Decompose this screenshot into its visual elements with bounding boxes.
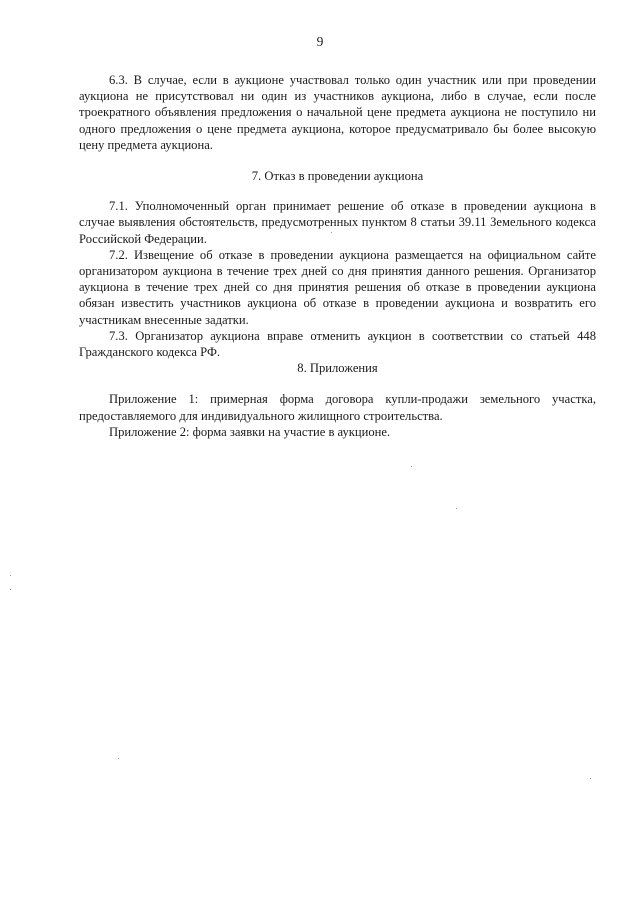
section-heading-8: 8. Приложения bbox=[297, 361, 378, 376]
paragraph-7-2: 7.2. Извещение об отказе в проведении аукциона размещается на официальном сайте организатором аукциона в течение трех дней со дня принятия данного решения. Организатор аукциона в течение трех дней со дня принятия решения об отказе в проведении аукциона обязан известить участников аукциона об отказе в проведении аукциона и возвратить его участникам внесенные задатки. bbox=[79, 247, 596, 327]
scan-speck bbox=[456, 508, 457, 509]
scan-speck bbox=[10, 575, 11, 576]
scan-speck bbox=[411, 466, 412, 467]
spacer bbox=[79, 376, 596, 391]
section-heading-7: 7. Отказ в проведении аукциона bbox=[251, 169, 424, 184]
paragraph-7-1: 7.1. Уполномоченный орган принимает решение об отказе в проведении аукциона в случае выявления обстоятельств, предусмотренных пунктом 8 статьи 39.11 Земельного кодекса Российской Федерации. bbox=[79, 199, 596, 246]
paragraph-6-3: 6.3. В случае, если в аукционе участвовал только один участник или при проведении аукциона не присутствовал ни один из участников аукциона, либо в случае, если после троекратного объявления предложения о начальной цене предмета аукциона не поступило ни одного предложения о цене предмета аукциона, которое предусматривало бы более высокую цену предмета аукциона. bbox=[79, 73, 596, 152]
scan-speck bbox=[10, 589, 11, 590]
scan-speck bbox=[331, 232, 332, 233]
scan-speck bbox=[590, 778, 591, 779]
page-number: 9 bbox=[316, 34, 324, 49]
paragraph-7-3: 7.3. Организатор аукциона вправе отменить аукцион в соответствии со статьей 448 Гражданского кодекса РФ. bbox=[79, 328, 596, 360]
appendix-1: Приложение 1: примерная форма договора купли-продажи земельного участка, предоставляемого для индивидуального жилищного строительства. bbox=[79, 392, 596, 423]
document-body bbox=[79, 72, 596, 440]
appendix-2: Приложение 2: форма заявки на участие в аукционе. bbox=[109, 424, 391, 439]
spacer bbox=[79, 153, 596, 168]
spacer bbox=[79, 184, 596, 198]
scan-speck bbox=[118, 758, 119, 759]
